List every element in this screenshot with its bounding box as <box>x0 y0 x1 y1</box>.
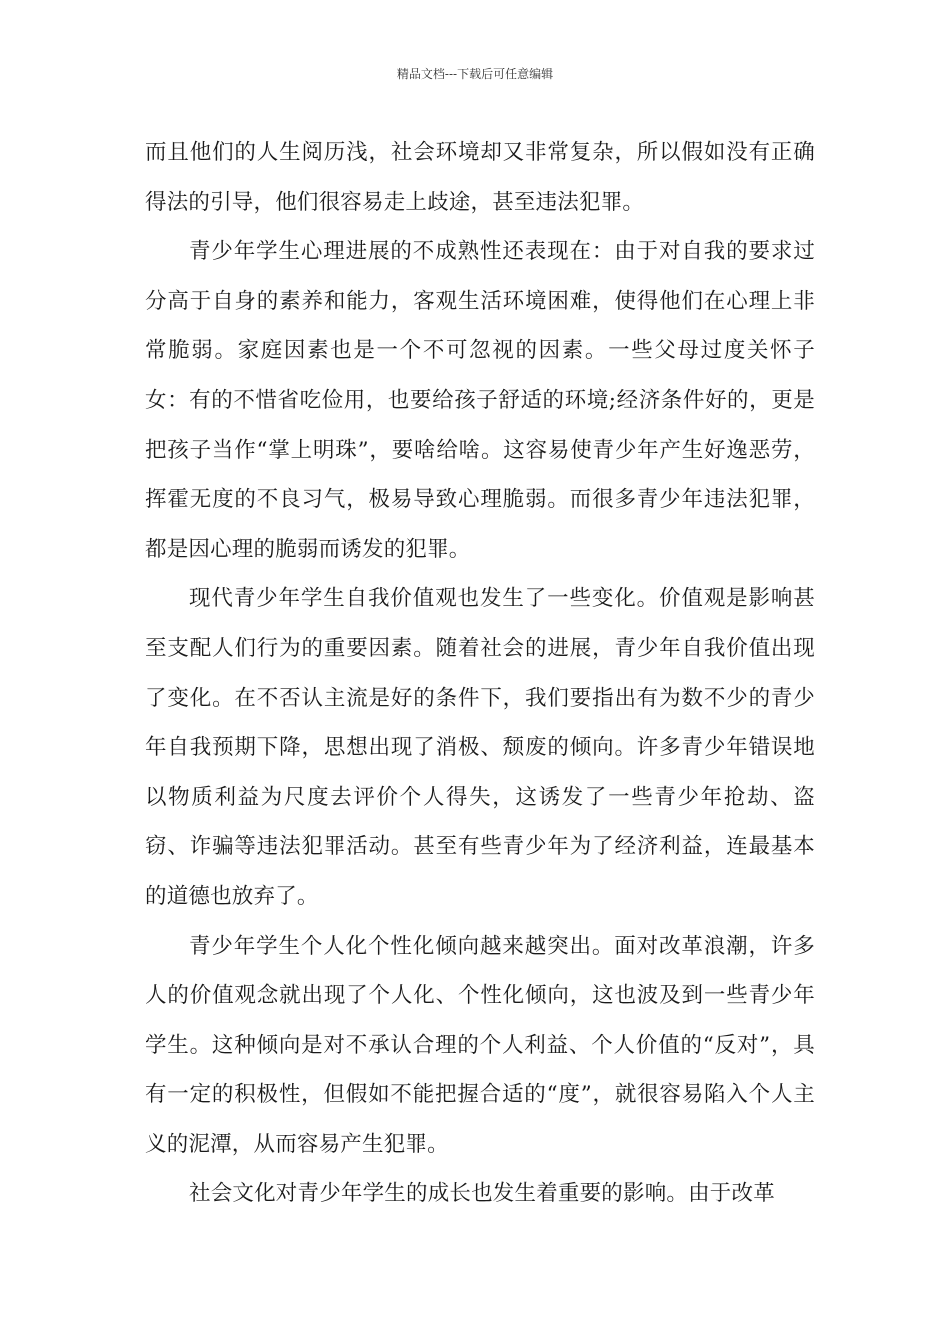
page-header: 精品文档---下载后可任意编辑 <box>396 67 554 81</box>
paragraph-culture: 社会文化对青少年学生的成长也发生着重要的影响。由于改革 <box>189 1181 775 1207</box>
document-body <box>145 128 815 1219</box>
paragraph-continuation: 而且他们的人生阅历浅，社会环境却又非常复杂，所以假如没有正确得法的引导，他们很容易走上歧途，甚至违法犯罪。 <box>145 140 815 215</box>
paragraph-values: 现代青少年学生自我价值观也发生了一些变化。价值观是影响甚至支配人们行为的重要因素。随着社会的进展，青少年自我价值出现了变化。在不否认主流是好的条件下，我们要指出有为数不少的青少年自我预期下降，思想出现了消极、颓废的倾向。许多青少年错误地以物质利益为尺度去评价个人得失，这诱发了一些青少年抢劫、盗窃、诈骗等违法犯罪活动。甚至有些青少年为了经济利益，连最基本的道德也放弃了。 <box>145 586 815 909</box>
paragraph-individualism: 青少年学生个人化个性化倾向越来越突出。面对改革浪潮，许多人的价值观念就出现了个人化、个性化倾向，这也波及到一些青少年学生。这种倾向是对不承认合理的个人利益、个人价值的“反对”，具有一定的积极性，但假如不能把握合适的“度”，就很容易陷入个人主义的泥潭，从而容易产生犯罪。 <box>145 933 815 1157</box>
paragraph-psychology: 青少年学生心理进展的不成熟性还表现在：由于对自我的要求过分高于自身的素养和能力，客观生活环境困难，使得他们在心理上非常脆弱。家庭因素也是一个不可忽视的因素。一些父母过度关怀子女：有的不惜省吃俭用，也要给孩子舒适的环境;经济条件好的，更是把孩子当作“掌上明珠”，要啥给啥。这容易使青少年产生好逸恶劳，挥霍无度的不良习气，极易导致心理脆弱。而很多青少年违法犯罪，都是因心理的脆弱而诱发的犯罪。 <box>145 239 815 562</box>
